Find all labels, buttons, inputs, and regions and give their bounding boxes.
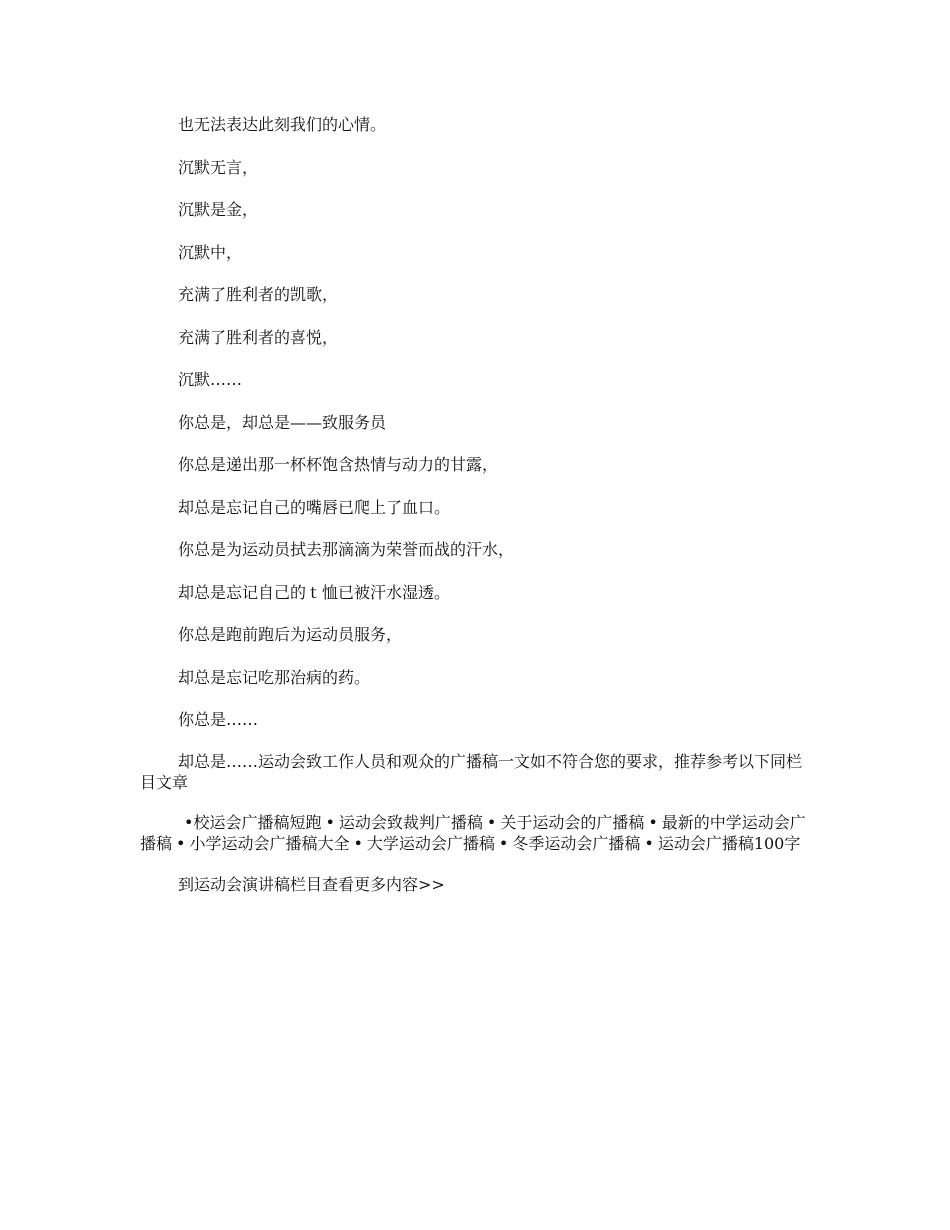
related-link-8[interactable]: 运动会广播稿100字	[657, 834, 801, 853]
related-separator: •	[176, 834, 186, 853]
related-separator: •	[644, 834, 654, 853]
poem-line-2: 沉默无言，	[178, 157, 259, 177]
poem-subtitle: 你总是，却总是——致服务员	[178, 412, 387, 432]
poem-line-13: 你总是跑前跑后为运动员服务，	[178, 625, 403, 644]
related-link-6[interactable]: 大学运动会广播稿	[366, 834, 495, 853]
more-content-paragraph	[140, 873, 812, 896]
poem-line-14: 却总是忘记吃那治病的药。	[178, 667, 371, 687]
related-link-5[interactable]: 小学运动会广播稿大全	[189, 834, 350, 853]
related-separator: •	[184, 812, 194, 832]
related-articles	[140, 812, 812, 855]
poem-line-7: 沉默……	[178, 370, 243, 389]
related-separator: •	[648, 812, 658, 832]
related-link-2[interactable]: 运动会致裁判广播稿	[338, 812, 483, 832]
related-link-7[interactable]: 冬季运动会广播稿	[512, 834, 641, 853]
related-separator: •	[498, 834, 509, 853]
poem-line-9: 你总是递出那一杯杯饱含热情与动力的甘露，	[178, 455, 499, 474]
poem-line-15: 你总是……	[178, 710, 259, 729]
more-content-link[interactable]: 到运动会演讲稿栏目查看更多内容>>	[178, 874, 445, 894]
related-link-1[interactable]: 校运会广播稿短跑	[193, 812, 322, 832]
related-separator: •	[486, 812, 497, 832]
document-body	[140, 113, 812, 915]
related-link-3[interactable]: 关于运动会的广播稿	[500, 812, 645, 832]
poem-line-6: 充满了胜利者的喜悦，	[178, 327, 339, 347]
poem-line-3: 沉默是金，	[178, 200, 259, 219]
related-separator: •	[325, 812, 335, 832]
poem-line-4: 沉默中，	[178, 242, 243, 262]
poem-line-1: 也无法表达此刻我们的心情。	[178, 115, 387, 134]
poem-line-10: 却总是忘记自己的嘴唇已爬上了血口。	[178, 497, 451, 517]
poem-line-11: 你总是为运动员拭去那滴滴为荣誉而战的汗水，	[178, 540, 515, 559]
poem-line-5: 充满了胜利者的凯歌，	[178, 285, 339, 304]
poem-line-12: 却总是忘记自己的ｔ恤已被汗水湿透。	[178, 582, 451, 602]
recommend-text: 却总是……运动会致工作人员和观众的广播稿一文如不符合您的要求，推荐参考以下同栏目文章	[140, 751, 803, 792]
related-separator: •	[353, 834, 363, 853]
related-link-4[interactable]: 最新的中学运动会广播稿	[140, 812, 806, 853]
